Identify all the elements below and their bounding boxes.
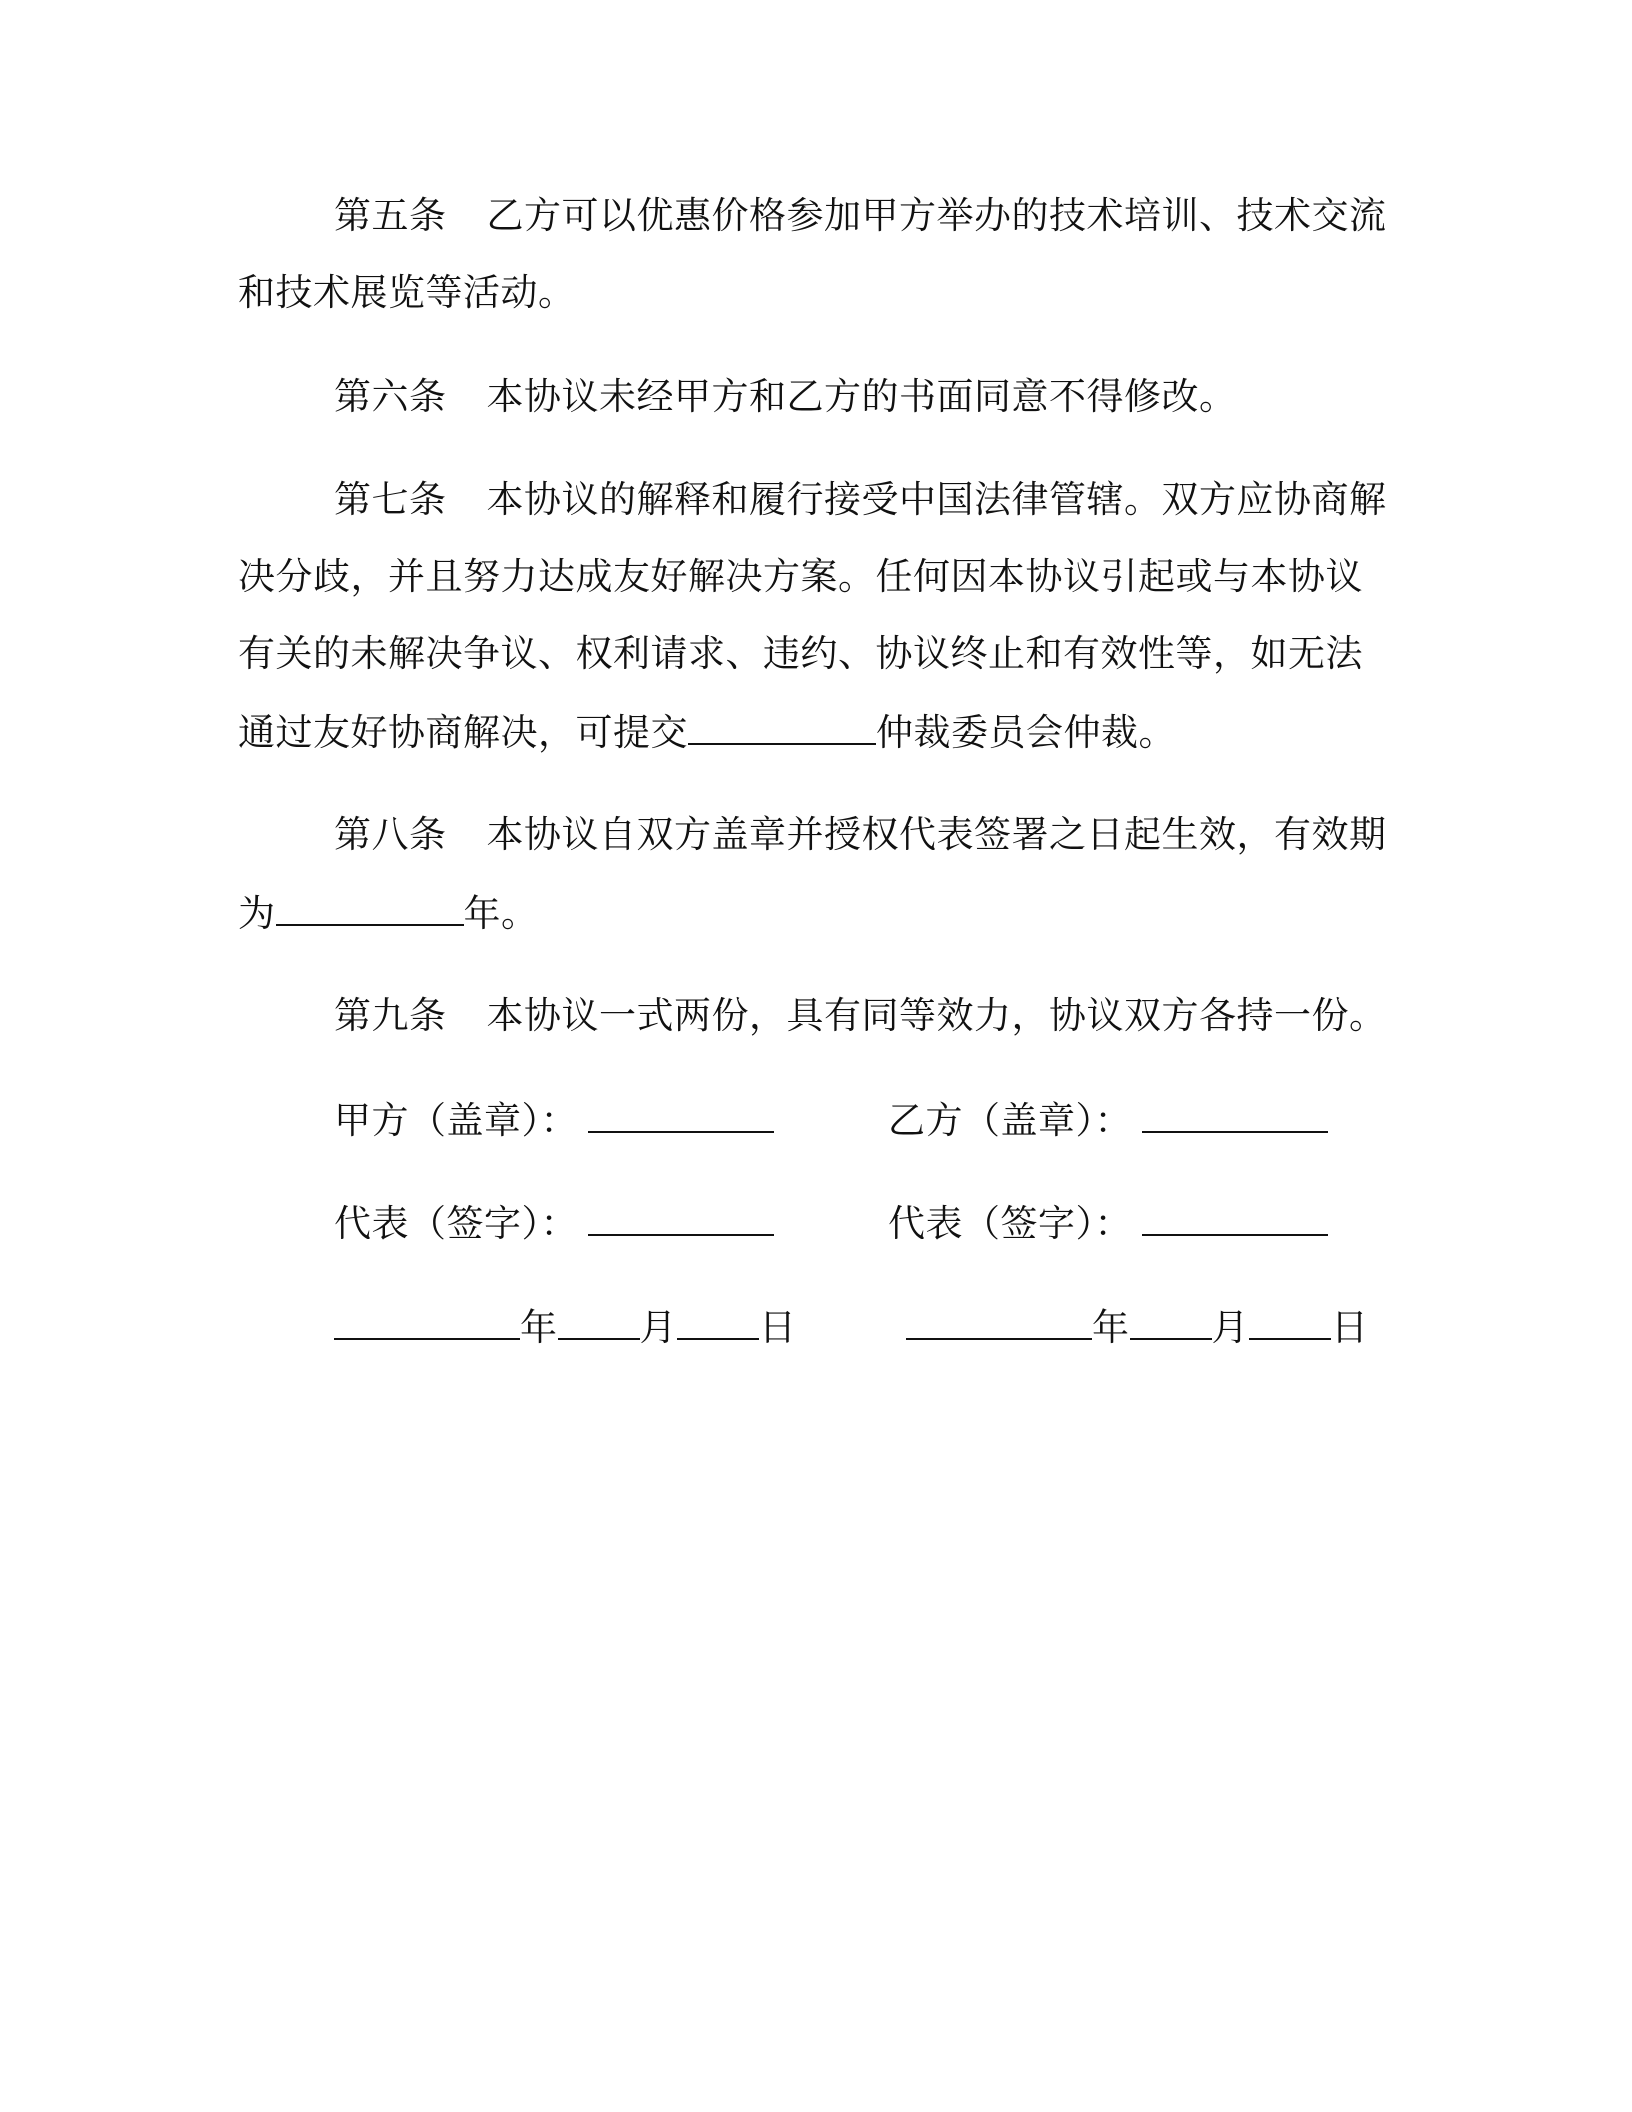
- article-7-text: 本协议的解释和履行接受中国法律管辖。双方应协商解: [486, 478, 1387, 521]
- date-b-day-blank[interactable]: [1249, 1304, 1331, 1340]
- date-b-month-label: 月: [1211, 1306, 1249, 1349]
- date-a-row: [334, 1304, 797, 1350]
- date-a-month-label: 月: [639, 1306, 677, 1349]
- article-5-number: 第五条: [334, 194, 447, 237]
- date-b-row: [906, 1304, 1369, 1350]
- party-a-seal-row: [334, 1097, 774, 1143]
- article-7-line-2: 决分歧，并且努力达成友好解决方案。任何因本协议引起或与本协议: [238, 555, 1363, 598]
- date-b-month-blank[interactable]: [1130, 1304, 1212, 1340]
- date-b-year-label: 年: [1092, 1306, 1130, 1349]
- article-9-number: 第九条: [334, 994, 447, 1037]
- rep-a-sign-label: 代表（签字）：: [334, 1202, 578, 1245]
- article-8-number: 第八条: [334, 813, 447, 856]
- rep-a-sign-row: [334, 1200, 774, 1246]
- date-a-month-blank[interactable]: [558, 1304, 640, 1340]
- arbitration-committee-blank[interactable]: [688, 709, 876, 745]
- article-5-line-1: [334, 194, 1387, 238]
- article-7-line-1: [334, 478, 1387, 522]
- article-8-line-2-pre: 为: [238, 892, 276, 935]
- article-8-line-2: [238, 890, 539, 936]
- party-a-seal-blank[interactable]: [588, 1097, 774, 1133]
- article-9-text: 本协议一式两份，具有同等效力，协议双方各持一份。: [486, 994, 1387, 1037]
- article-8-line-1: [334, 813, 1387, 857]
- article-7-line-3: 有关的未解决争议、权利请求、违约、协议终止和有效性等，如无法: [238, 632, 1363, 675]
- article-7-line-4: [238, 709, 1176, 755]
- article-8-line-2-post: 年。: [463, 892, 539, 935]
- article-5-line-2: 和技术展览等活动。: [238, 271, 576, 314]
- validity-years-blank[interactable]: [276, 890, 464, 926]
- article-6-text: 本协议未经甲方和乙方的书面同意不得修改。: [486, 375, 1237, 418]
- party-a-seal-label: 甲方（盖章）：: [334, 1099, 578, 1142]
- article-6-number: 第六条: [334, 375, 447, 418]
- article-7-number: 第七条: [334, 478, 447, 521]
- rep-b-sign-row: [888, 1200, 1328, 1246]
- article-8-text: 本协议自双方盖章并授权代表签署之日起生效，有效期: [486, 813, 1387, 856]
- party-b-seal-label: 乙方（盖章）：: [888, 1099, 1132, 1142]
- date-a-day-label: 日: [759, 1306, 797, 1349]
- article-6-line-1: [334, 375, 1237, 419]
- article-5-text: 乙方可以优惠价格参加甲方举办的技术培训、技术交流: [486, 194, 1387, 237]
- party-b-seal-row: [888, 1097, 1328, 1143]
- article-7-line-4-pre: 通过友好协商解决，可提交: [238, 711, 688, 754]
- date-b-year-blank[interactable]: [906, 1304, 1092, 1340]
- rep-b-sign-label: 代表（签字）：: [888, 1202, 1132, 1245]
- party-b-seal-blank[interactable]: [1142, 1097, 1328, 1133]
- rep-b-sign-blank[interactable]: [1142, 1200, 1328, 1236]
- date-a-year-label: 年: [520, 1306, 558, 1349]
- date-a-year-blank[interactable]: [334, 1304, 520, 1340]
- article-7-line-4-post: 仲裁委员会仲裁。: [876, 711, 1176, 754]
- date-a-day-blank[interactable]: [677, 1304, 759, 1340]
- date-b-day-label: 日: [1331, 1306, 1369, 1349]
- article-9-line-1: [334, 994, 1387, 1038]
- rep-a-sign-blank[interactable]: [588, 1200, 774, 1236]
